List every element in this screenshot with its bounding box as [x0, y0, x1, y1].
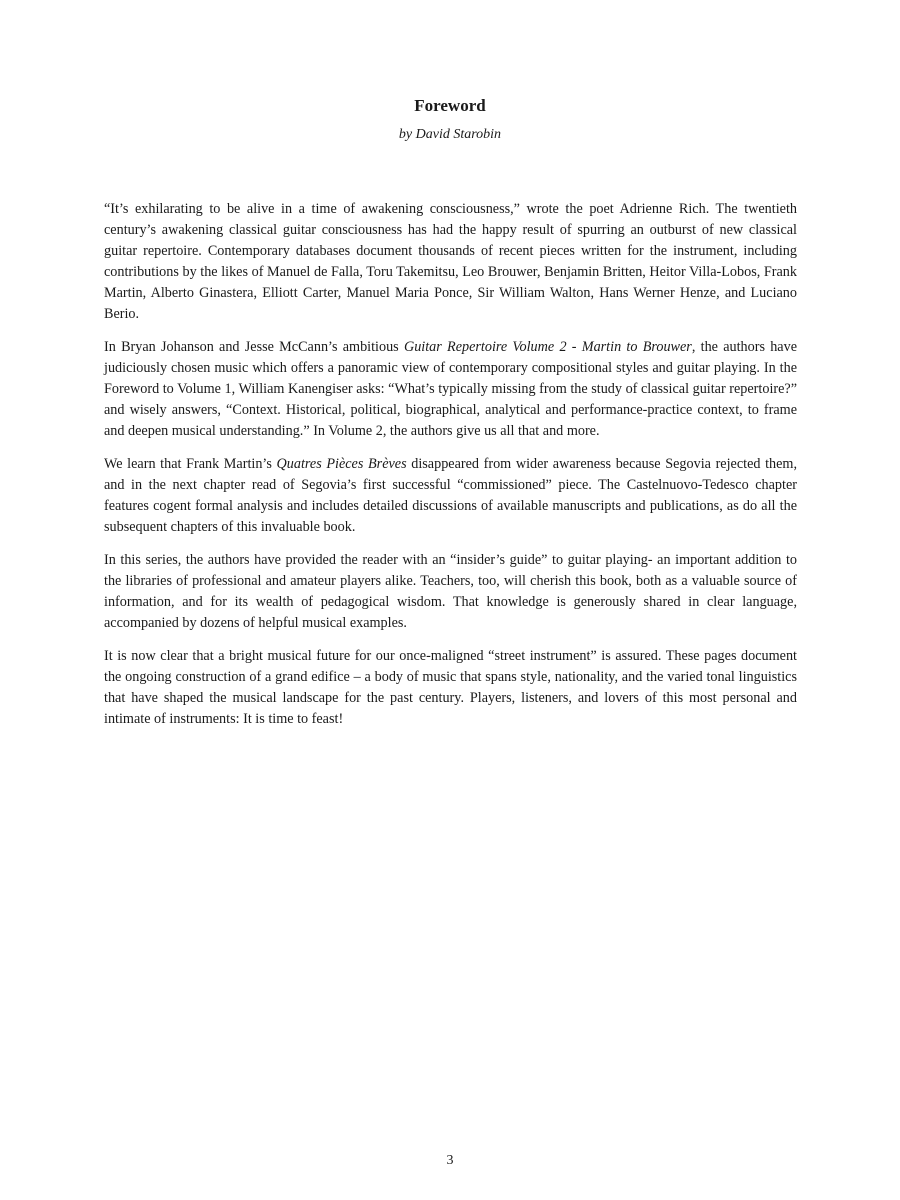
- author-byline: by David Starobin: [398, 127, 502, 142]
- paragraph-5: [104, 646, 797, 730]
- paragraph-1: [104, 199, 797, 325]
- book-title-italic: Guitar Repertoire Volume 2 - Martin to Brouwer: [403, 339, 692, 355]
- paragraph-1-text: “It’s exhilarating to be alive in a time of awakening consciousness,” wrote the poet Adrienne Rich. The twentieth century’s awakening classical guitar consciousness has had the happy result of spurring an outburst of new classical guitar repertoire. Contemporary databases document thousands of recent pieces written for the instrument, including contributions by the likes of Manuel de Falla, Toru Takemitsu, Leo Brouwer, Benjamin Britten, Heitor Villa-Lobos, Frank Martin, Alberto Ginastera, Elliott Carter, Manuel Maria Ponce, Sir William Walton, Hans Werner Henze, and Luciano Berio.: [104, 201, 797, 322]
- paragraph-2: [104, 337, 797, 442]
- work-title-italic: Quatres Pièces Brèves: [276, 456, 407, 472]
- paragraph-4: [104, 550, 797, 634]
- body-text: [104, 199, 797, 742]
- page-title: Foreword: [414, 96, 486, 115]
- paragraph-4-text: In this series, the authors have provided the reader with an “insider’s guide” to guitar playing- an important addition to the libraries of professional and amateur players alike. Teachers, too, will cherish this book, both as a valuable source of information, and for its wealth of pedagogical wisdom. That knowledge is generously shared in clear language, accompanied by dozens of helpful musical examples.: [104, 552, 797, 631]
- page-number: 3: [446, 1153, 454, 1168]
- paragraph-3: [104, 454, 797, 538]
- paragraph-5-text: It is now clear that a bright musical future for our once-maligned “street instrument” is assured. These pages document the ongoing construction of a grand edifice – a body of music that spans style, nationality, and the varied tonal linguistics that have shaped the musical landscape for the past century. Players, listeners, and lovers of this most personal and intimate of instruments: It is time to feast!: [104, 648, 797, 727]
- paragraph-2-text-a: In Bryan Johanson and Jesse McCann’s ambitious: [104, 339, 404, 355]
- paragraph-3-text-b: disappeared from wider awareness because Segovia rejected them, and in the next chapter read of Segovia’s first successful “commissioned” piece. The Castelnuovo-Tedesco chapter features cogent formal analysis and includes detailed discussions of available manuscripts and publications, as do all the subsequent chapters of this invaluable book.: [104, 456, 798, 535]
- paragraph-2-text-b: , the authors have judiciously chosen music which offers a panoramic view of contemporary compositional styles and guitar playing. In the Foreword to Volume 1, William Kanengiser asks: “What’s typically missing from the study of classical guitar repertoire?” and wisely answers, “Context. Historical, political, biographical, analytical and performance-practice context, to frame and deepen musical understanding.” In Volume 2, the authors give us all that and more.: [104, 339, 797, 439]
- paragraph-3-text-a: We learn that Frank Martin’s: [104, 456, 277, 472]
